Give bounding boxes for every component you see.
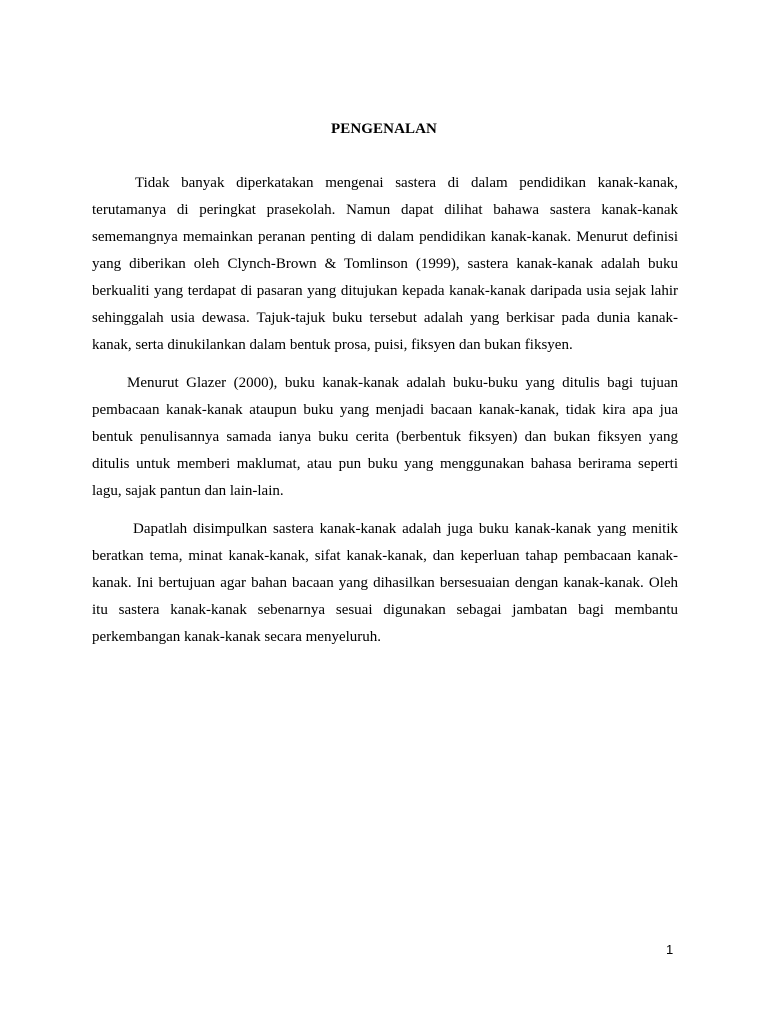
paragraph-2 — [92, 370, 678, 505]
paragraph-1-line-3: sememangnya memainkan peranan penting di dalam pendidikan kanak-kanak. Menurut definisi — [92, 229, 678, 245]
paragraph-3-line-3: kanak. Ini bertujuan agar bahan bacaan yang dihasilkan bersesuaian dengan kanak-kanak. Oleh — [92, 575, 678, 591]
paragraph-3-line-1: Dapatlah disimpulkan sastera kanak-kanak adalah juga buku kanak-kanak yang menitik — [133, 521, 678, 537]
page-number: 1 — [666, 942, 674, 957]
paragraph-2-line-3: bentuk penulisannya samada ianya buku cerita (berbentuk fiksyen) dan bukan fiksyen yang — [92, 429, 678, 445]
paragraph-3-line-4: itu sastera kanak-kanak sebenarnya sesuai digunakan sebagai jambatan bagi membantu — [92, 602, 678, 618]
page-title: PENGENALAN — [330, 121, 437, 137]
paragraph-3-line-5: perkembangan kanak-kanak secara menyeluruh. — [92, 629, 382, 645]
paragraph-2-line-1: Menurut Glazer (2000), buku kanak-kanak adalah buku-buku yang ditulis bagi tujuan — [127, 375, 678, 391]
paragraph-2-line-2: pembacaan kanak-kanak ataupun buku yang menjadi bacaan kanak-kanak, tidak kira apa jua — [92, 402, 678, 418]
paragraph-1 — [92, 170, 678, 359]
paragraph-2-line-4: ditulis untuk memberi maklumat, atau pun buku yang menggunakan bahasa berirama seperti — [92, 456, 678, 472]
paragraph-1-line-2: terutamanya di peringkat prasekolah. Namun dapat dilihat bahawa sastera kanak-kanak — [92, 202, 678, 218]
paragraph-3 — [92, 516, 678, 651]
paragraph-1-line-6: sehinggalah usia dewasa. Tajuk-tajuk buku tersebut adalah yang berkisar pada dunia kanak- — [92, 310, 678, 326]
paragraph-1-line-1: Tidak banyak diperkatakan mengenai sastera di dalam pendidikan kanak-kanak, — [135, 175, 678, 191]
paragraph-3-line-2: beratkan tema, minat kanak-kanak, sifat kanak-kanak, dan keperluan tahap pembacaan kanak- — [92, 548, 678, 564]
paragraph-1-line-4: yang diberikan oleh Clynch-Brown & Tomlinson (1999), sastera kanak-kanak adalah buku — [92, 256, 678, 272]
paragraph-2-line-5: lagu, sajak pantun dan lain-lain. — [92, 483, 284, 499]
paragraph-1-line-5: berkualiti yang terdapat di pasaran yang ditujukan kepada kanak-kanak daripada usia sejak lahir — [92, 283, 678, 299]
paragraph-1-line-7: kanak, serta dinukilankan dalam bentuk prosa, puisi, fiksyen dan bukan fiksyen. — [92, 337, 573, 353]
